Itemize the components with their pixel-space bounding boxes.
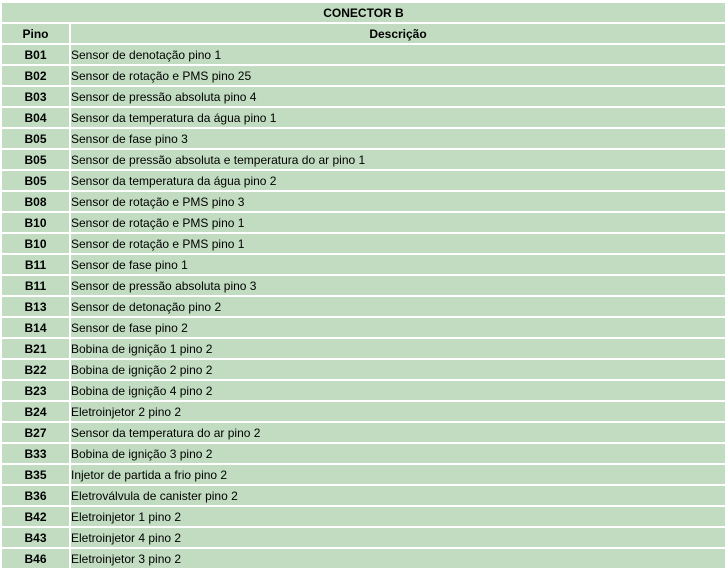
table-row — [2, 444, 725, 463]
description-cell: Sensor de fase pino 3 — [71, 129, 725, 148]
connector-table — [0, 1, 727, 570]
table-row — [2, 87, 725, 106]
pin-cell: B22 — [2, 360, 69, 379]
description-cell: Bobina de ignição 2 pino 2 — [71, 360, 725, 379]
pin-cell: B05 — [2, 150, 69, 169]
description-cell: Sensor de rotação e PMS pino 25 — [71, 66, 725, 85]
table-row — [2, 528, 725, 547]
pin-cell: B43 — [2, 528, 69, 547]
table-row — [2, 255, 725, 274]
description-cell: Sensor de pressão absoluta pino 3 — [71, 276, 725, 295]
table-row — [2, 108, 725, 127]
description-cell: Eletroinjetor 2 pino 2 — [71, 402, 725, 421]
table-row — [2, 549, 725, 568]
description-cell: Bobina de ignição 4 pino 2 — [71, 381, 725, 400]
description-cell: Sensor de denotação pino 1 — [71, 45, 725, 64]
table-row — [2, 486, 725, 505]
description-cell: Sensor de pressão absoluta pino 4 — [71, 87, 725, 106]
pin-cell: B11 — [2, 276, 69, 295]
pin-cell: B10 — [2, 234, 69, 253]
description-cell: Bobina de ignição 1 pino 2 — [71, 339, 725, 358]
table-row — [2, 318, 725, 337]
table-row — [2, 276, 725, 295]
pin-cell: B02 — [2, 66, 69, 85]
table-row — [2, 213, 725, 232]
pin-cell: B27 — [2, 423, 69, 442]
table-row — [2, 402, 725, 421]
table-row — [2, 150, 725, 169]
pin-column-header: Pino — [2, 24, 69, 43]
table-row — [2, 339, 725, 358]
table-row — [2, 360, 725, 379]
description-cell: Sensor de rotação e PMS pino 1 — [71, 234, 725, 253]
table-row — [2, 45, 725, 64]
pin-cell: B42 — [2, 507, 69, 526]
description-cell: Sensor de pressão absoluta e temperatura do ar pino 1 — [71, 150, 725, 169]
table-title: CONECTOR B — [2, 3, 725, 22]
description-cell: Sensor de fase pino 1 — [71, 255, 725, 274]
table-row — [2, 381, 725, 400]
description-cell: Sensor de rotação e PMS pino 1 — [71, 213, 725, 232]
pin-cell: B14 — [2, 318, 69, 337]
description-cell: Eletroinjetor 1 pino 2 — [71, 507, 725, 526]
description-cell: Eletroinjetor 3 pino 2 — [71, 549, 725, 568]
pin-cell: B01 — [2, 45, 69, 64]
table-row — [2, 171, 725, 190]
table-row — [2, 66, 725, 85]
pin-cell: B46 — [2, 549, 69, 568]
title-row — [2, 3, 725, 22]
pin-cell: B05 — [2, 171, 69, 190]
table-row — [2, 465, 725, 484]
description-cell: Sensor de rotação e PMS pino 3 — [71, 192, 725, 211]
table-row — [2, 234, 725, 253]
pin-cell: B21 — [2, 339, 69, 358]
description-cell: Bobina de ignição 3 pino 2 — [71, 444, 725, 463]
pin-cell: B35 — [2, 465, 69, 484]
description-cell: Sensor da temperatura da água pino 1 — [71, 108, 725, 127]
description-cell: Sensor da temperatura da água pino 2 — [71, 171, 725, 190]
description-cell: Sensor de fase pino 2 — [71, 318, 725, 337]
pin-cell: B11 — [2, 255, 69, 274]
pin-cell: B04 — [2, 108, 69, 127]
table-row — [2, 507, 725, 526]
table-row — [2, 297, 725, 316]
pin-cell: B10 — [2, 213, 69, 232]
pin-cell: B13 — [2, 297, 69, 316]
description-column-header: Descrição — [71, 24, 725, 43]
description-cell: Eletroválvula de canister pino 2 — [71, 486, 725, 505]
pin-cell: B33 — [2, 444, 69, 463]
table-row — [2, 129, 725, 148]
table-body — [2, 45, 725, 568]
pin-cell: B05 — [2, 129, 69, 148]
description-cell: Eletroinjetor 4 pino 2 — [71, 528, 725, 547]
pin-cell: B03 — [2, 87, 69, 106]
table-row — [2, 192, 725, 211]
header-row — [2, 24, 725, 43]
description-cell: Sensor da temperatura do ar pino 2 — [71, 423, 725, 442]
table-row — [2, 423, 725, 442]
pin-cell: B24 — [2, 402, 69, 421]
pin-cell: B36 — [2, 486, 69, 505]
pin-cell: B23 — [2, 381, 69, 400]
description-cell: Sensor de detonação pino 2 — [71, 297, 725, 316]
description-cell: Injetor de partida a frio pino 2 — [71, 465, 725, 484]
pin-cell: B08 — [2, 192, 69, 211]
